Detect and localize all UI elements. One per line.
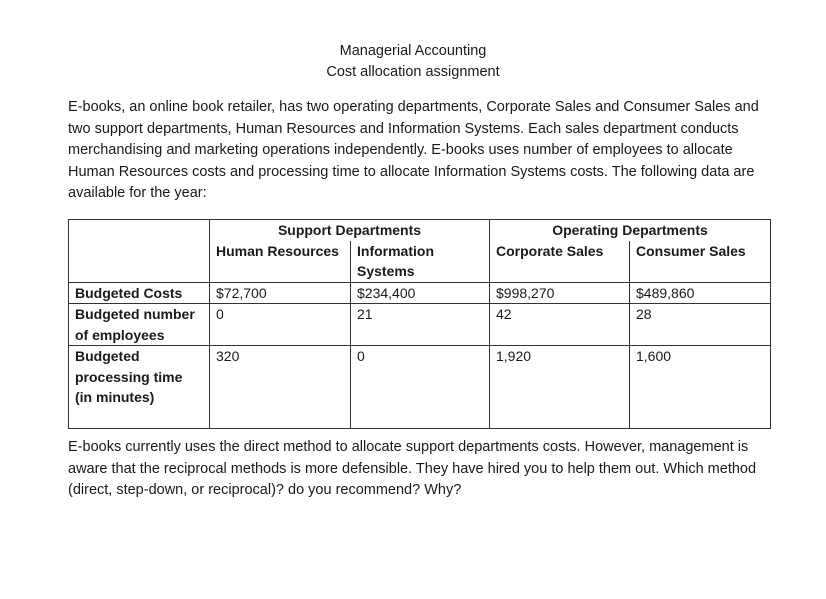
group-header-operating: Operating Departments [490, 220, 771, 241]
column-header-human-resources: Human Resources [210, 241, 351, 283]
table-corner-cell [69, 220, 210, 241]
table-corner-cell-lower [69, 241, 210, 283]
column-header-corporate-sales: Corporate Sales [490, 241, 630, 283]
table-cell: 0 [351, 346, 490, 429]
row-label-budgeted-costs: Budgeted Costs [69, 282, 210, 304]
table-column-header-row [69, 241, 771, 283]
table-cell: $489,860 [630, 282, 771, 304]
table-cell: 1,920 [490, 346, 630, 429]
cost-data-table [68, 219, 771, 429]
document-title: Managerial Accounting [339, 43, 487, 59]
table-group-header-row [69, 220, 771, 241]
table-cell: 320 [210, 346, 351, 429]
table-cell: $72,700 [210, 282, 351, 304]
intro-paragraph: E-books, an online book retailer, has two operating departments, Corporate Sales and Consumer Sales and two support departments, Human Resources and Information Systems. Each sales department conducts merchandising and marketing operations independently. E-books uses number of employees to allocate Human Resources costs and processing time to allocate Information Systems costs. The following data are available for the year: [68, 99, 759, 201]
table-row [69, 304, 771, 346]
table-row [69, 346, 771, 429]
column-header-consumer-sales: Consumer Sales [630, 241, 771, 283]
table-cell: 1,600 [630, 346, 771, 429]
table-cell: 42 [490, 304, 630, 346]
table-cell: 21 [351, 304, 490, 346]
row-label-processing-time: Budgeted processing time (in minutes) [69, 346, 210, 429]
row-label-budgeted-employees: Budgeted number of employees [69, 304, 210, 346]
column-header-information-systems: Information Systems [351, 241, 490, 283]
group-header-support: Support Departments [210, 220, 490, 241]
table-row [69, 282, 771, 304]
table-cell: 0 [210, 304, 351, 346]
table-cell: 28 [630, 304, 771, 346]
table-cell: $234,400 [351, 282, 490, 304]
document-subtitle: Cost allocation assignment [326, 64, 500, 80]
table-cell: $998,270 [490, 282, 630, 304]
question-paragraph: E-books currently uses the direct method to allocate support departments costs. However, management is aware that the reciprocal methods is more defensible. They have hired you to help them out. Which method (direct, step-down, or reciprocal)? do you recommend? Why? [68, 439, 757, 498]
